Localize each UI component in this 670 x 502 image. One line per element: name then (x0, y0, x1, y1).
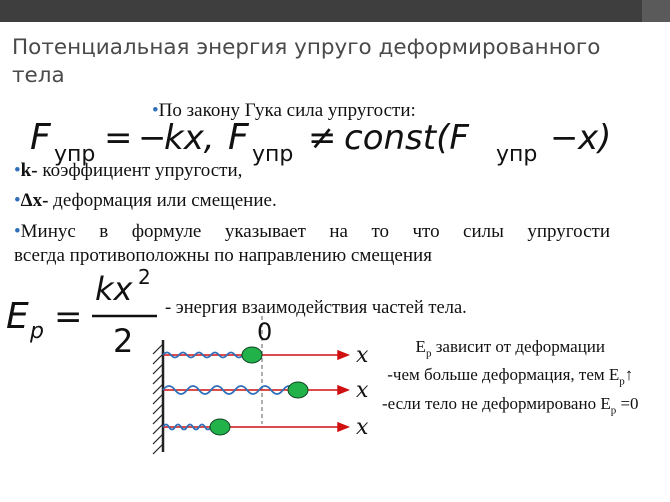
bullet-text: Минус в формуле указывает на то что силы упругости (20, 221, 610, 242)
note-line-1 (382, 336, 639, 364)
note-sub: р (619, 375, 625, 388)
bullet-text: коэффициент упругости, (37, 160, 243, 181)
note-text: =0 (616, 393, 639, 413)
arrowhead-row3 (338, 423, 348, 431)
note-text: зависит от деформации (431, 337, 605, 356)
ball-row2 (288, 382, 308, 398)
svg-text:p: p (30, 319, 44, 344)
svg-text:≠: ≠ (308, 118, 337, 158)
note-text: ↑ (624, 365, 634, 385)
note-text: -чем больше деформация, тем Е (387, 365, 620, 385)
x-label-row1: x (356, 343, 369, 368)
svg-text:упр: упр (496, 142, 538, 167)
hooke-label: По закону Гука сила упругости: (158, 100, 416, 121)
bullet-minus-cont: всегда противоположны по направлению смещения (14, 245, 432, 266)
svg-text:−: − (138, 118, 167, 158)
svg-text:=: = (54, 297, 83, 337)
note-line-2 (382, 364, 639, 392)
bullet-dot: • (14, 221, 21, 242)
bullet-dot: • (14, 160, 21, 181)
svg-text:F: F (228, 117, 249, 158)
svg-text:упр: упр (252, 142, 294, 167)
svg-text:E: E (6, 296, 29, 337)
note-text: Е (415, 337, 426, 356)
bullet-text: деформация или смещение. (48, 190, 277, 211)
bullet-dot: • (152, 100, 159, 121)
svg-text:2: 2 (113, 322, 134, 360)
svg-text:const(F: const(F (344, 118, 469, 158)
svg-text:kx,: kx, (164, 118, 215, 158)
x-label-row2: x (356, 378, 369, 403)
note-text: -если тело не деформировано Е (382, 393, 611, 413)
zero-label: 0 (257, 318, 273, 346)
ball-row1 (242, 347, 262, 363)
bullet-term: Δx- (20, 190, 49, 211)
svg-text:−: − (550, 118, 579, 158)
note-line-3 (382, 393, 639, 421)
svg-text:F: F (30, 117, 51, 158)
bullet-term: k- (20, 160, 38, 181)
svg-text:kx: kx (95, 270, 133, 308)
svg-text:упр: упр (54, 142, 96, 167)
svg-text:2: 2 (138, 265, 151, 289)
note-sub: р (610, 404, 617, 417)
svg-text:=: = (104, 118, 133, 158)
energy-description: - энергия взаимодействия частей тела. (165, 298, 467, 318)
slide-title: Потенциальная энергия упруго деформированного тела (12, 35, 601, 88)
arrowhead-row1 (338, 351, 348, 359)
bullet-dot: • (14, 190, 21, 211)
ball-row3 (210, 419, 230, 435)
note-sub: р (425, 347, 432, 360)
energy-note (382, 336, 639, 421)
arrowhead-row2 (338, 386, 348, 394)
x-label-row3: x (356, 415, 369, 440)
wall-hatching (153, 344, 163, 454)
svg-text:x): x) (578, 118, 612, 158)
